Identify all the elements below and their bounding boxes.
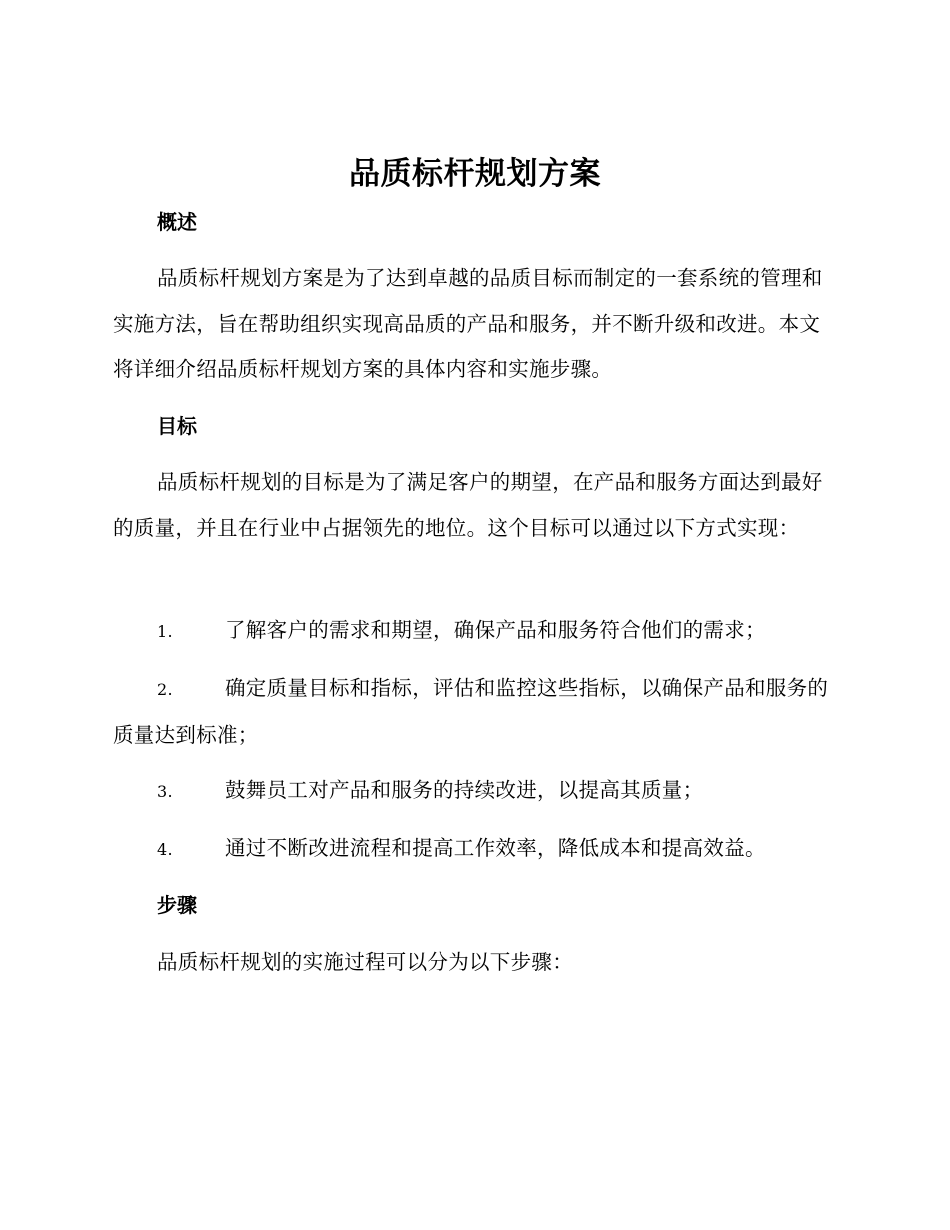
- list-item: [113, 666, 837, 758]
- section-heading-goal: 目标: [157, 414, 197, 438]
- document-title: 品质标杆规划方案: [349, 156, 601, 192]
- list-item: [113, 608, 837, 655]
- list-text: 了解客户的需求和期望，确保产品和服务符合他们的需求；: [225, 618, 766, 642]
- section-heading-overview: 概述: [157, 210, 197, 234]
- paragraph-goal: 品质标杆规划的目标是为了满足客户的期望，在产品和服务方面达到最好的质量，并且在行业中占据领先的地位。这个目标可以通过以下方式实现：: [113, 470, 823, 540]
- list-text: 通过不断改进流程和提高工作效率，降低成本和提高效益。: [225, 836, 766, 860]
- list-number: 4.: [157, 840, 173, 859]
- paragraph-overview: 品质标杆规划方案是为了达到卓越的品质目标而制定的一套系统的管理和实施方法，旨在帮助组织实现高品质的产品和服务，并不断升级和改进。本文将详细介绍品质标杆规划方案的具体内容和实施步骤。: [113, 266, 823, 381]
- list-item: [113, 826, 837, 873]
- paragraph-steps: 品质标杆规划的实施过程可以分为以下步骤：: [157, 950, 573, 974]
- list-text: 确定质量目标和指标，评估和监控这些指标，以确保产品和服务的质量达到标准；: [113, 676, 829, 747]
- section-heading-steps: 步骤: [157, 893, 197, 917]
- list-number: 2.: [157, 680, 173, 699]
- list-text: 鼓舞员工对产品和服务的持续改进，以提高其质量；: [225, 778, 704, 802]
- list-number: 1.: [157, 622, 173, 641]
- list-number: 3.: [157, 782, 173, 801]
- list-item: [113, 768, 837, 815]
